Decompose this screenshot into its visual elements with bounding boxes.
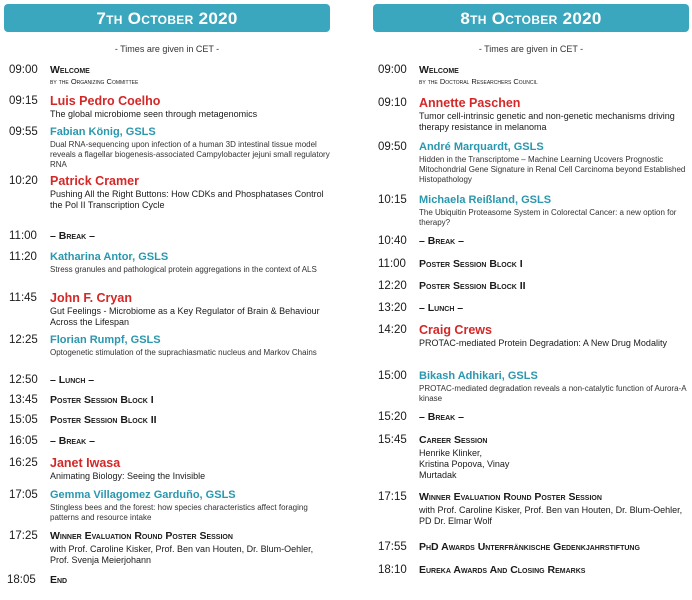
day-1-column: [4, 0, 330, 600]
entry-description: by the Organizing Committee: [50, 77, 139, 86]
entry-title: – Break –: [419, 235, 464, 247]
entry-time: 12:20: [378, 280, 407, 292]
entry-time: 17:15: [378, 491, 407, 503]
entry-time: 10:40: [378, 235, 407, 247]
entry-title: Poster Session Block II: [50, 414, 157, 426]
entry-title: End: [50, 574, 68, 586]
entry-time: 11:20: [9, 251, 37, 263]
day-1-header: 7th October 2020: [4, 4, 330, 32]
speaker-name: Katharina Antor, GSLS: [50, 251, 169, 263]
entry-title: Eureka Awards And Closing Remarks: [419, 564, 586, 576]
entry-time: 17:25: [9, 530, 38, 542]
speaker-name: Michaela Reißland, GSLS: [419, 194, 552, 206]
day-2-header: 8th October 2020: [373, 4, 689, 32]
entry-time: 09:10: [378, 97, 407, 109]
speaker-name: John F. Cryan: [50, 291, 132, 305]
speaker-name: Fabian König, GSLS: [50, 126, 156, 138]
entry-title: Winner Evaluation Round Poster Session: [419, 491, 602, 503]
entry-title: – Break –: [50, 230, 95, 242]
entry-title: Career Session: [419, 434, 488, 446]
talk-title: Stingless bees and the forest: how species characteristics affect foraging patterns and resource intake: [50, 503, 308, 522]
entry-time: 13:45: [9, 394, 38, 406]
entry-description: with Prof. Caroline Kisker, Prof. Ben van Houten, Dr. Blum-Oehler, Prof. Svenja Meierjohann: [50, 544, 314, 565]
entry-time: 10:20: [9, 175, 38, 187]
entry-time: 17:55: [378, 541, 407, 553]
talk-title: Stress granules and pathological protein aggregations in the context of ALS: [50, 265, 317, 274]
entry-time: 15:05: [9, 414, 38, 426]
speaker-name: Janet Iwasa: [50, 456, 121, 470]
entry-time: 12:50: [9, 374, 38, 386]
entry-title: – Break –: [419, 411, 464, 423]
time-zone-note: - Times are given in CET -: [114, 44, 220, 54]
entry-title: PhD Awards Unterfränkische Gedenkjahrstiftung: [419, 541, 640, 553]
entry-title: Poster Session Block I: [50, 394, 154, 406]
entry-description: by the Doctoral Researchers Council: [419, 77, 538, 86]
talk-title: Tumor cell-intrinsic genetic and non-genetic mechanisms driving therapy resistance in melanoma: [419, 111, 675, 132]
entry-time: 16:25: [9, 457, 38, 469]
entry-description: with Prof. Caroline Kisker, Prof. Ben van Houten, Dr. Blum-Oehler, PD Dr. Elmar Wolf: [419, 505, 683, 526]
entry-description: Henrike Klinker, Kristina Popova, Vinay Murtadak: [419, 448, 510, 480]
entry-time: 11:00: [9, 230, 37, 242]
talk-title: Animating Biology: Seeing the Invisible: [50, 471, 206, 481]
speaker-name: Patrick Cramer: [50, 174, 139, 188]
entry-time: 15:20: [378, 411, 407, 423]
entry-title: Welcome: [50, 64, 90, 76]
speaker-name: Annette Paschen: [419, 96, 521, 110]
entry-time: 11:00: [378, 258, 406, 270]
entry-title: Winner Evaluation Round Poster Session: [50, 530, 233, 542]
entry-time: 18:05: [7, 574, 36, 586]
entry-title: – Break –: [50, 435, 95, 447]
talk-title: PROTAC-mediated Protein Degradation: A New Drug Modality: [419, 338, 667, 348]
entry-time: 09:50: [378, 141, 407, 153]
speaker-name: Bikash Adhikari, GSLS: [419, 370, 538, 382]
speaker-name: André Marquardt, GSLS: [419, 141, 544, 153]
entry-time: 16:05: [9, 435, 38, 447]
speaker-name: Craig Crews: [419, 323, 492, 337]
talk-title: The global microbiome seen through metagenomics: [50, 109, 258, 119]
time-zone-note: - Times are given in CET -: [478, 44, 584, 54]
talk-title: Pushing All the Right Buttons: How CDKs and Phosphatases Control the Pol II Transcription Cycle: [50, 189, 324, 210]
entry-time: 15:00: [378, 370, 407, 382]
entry-title: Poster Session Block I: [419, 258, 523, 270]
entry-time: 09:00: [9, 64, 38, 76]
entry-time: 10:15: [378, 194, 407, 206]
speaker-name: Gemma Villagomez Garduño, GSLS: [50, 489, 236, 501]
talk-title: Dual RNA-sequencing upon infection of a human 3D intestinal tissue model reveals a flagellar biogenesis-associated Campylobacter jejuni small regulatory RNA: [50, 140, 330, 169]
day-2-column: [373, 0, 689, 600]
talk-title: Optogenetic stimulation of the suprachiasmatic nucleus and Markov Chains: [50, 348, 317, 357]
entry-time: 17:05: [9, 489, 38, 501]
talk-title: The Ubiquitin Proteasome System in Colorectal Cancer: a new option for therapy?: [419, 208, 677, 227]
entry-title: Welcome: [419, 64, 459, 76]
talk-title: Hidden in the Transcriptome – Machine Learning Ucovers Prognostic Mitochondrial Gene Signature in Renal Cell Carcinoma beyond Established Histopathology: [419, 155, 686, 184]
speaker-name: Florian Rumpf, GSLS: [50, 334, 161, 346]
talk-title: Gut Feelings - Microbiome as a Key Regulator of Brain & Behaviour Across the Lifespan: [50, 306, 320, 327]
entry-title: – Lunch –: [50, 374, 95, 386]
talk-title: PROTAC-mediated degradation reveals a non-catalytic function of Aurora-A kinase: [419, 384, 687, 403]
entry-time: 09:00: [378, 64, 407, 76]
entry-time: 09:55: [9, 126, 38, 138]
entry-time: 18:10: [378, 564, 407, 576]
entry-time: 12:25: [9, 334, 38, 346]
entry-time: 14:20: [378, 324, 407, 336]
entry-time: 13:20: [378, 302, 407, 314]
entry-title: – Lunch –: [419, 302, 464, 314]
entry-time: 09:15: [9, 95, 38, 107]
entry-time: 15:45: [378, 434, 407, 446]
speaker-name: Luis Pedro Coelho: [50, 94, 161, 108]
entry-title: Poster Session Block II: [419, 280, 526, 292]
entry-time: 11:45: [9, 292, 37, 304]
